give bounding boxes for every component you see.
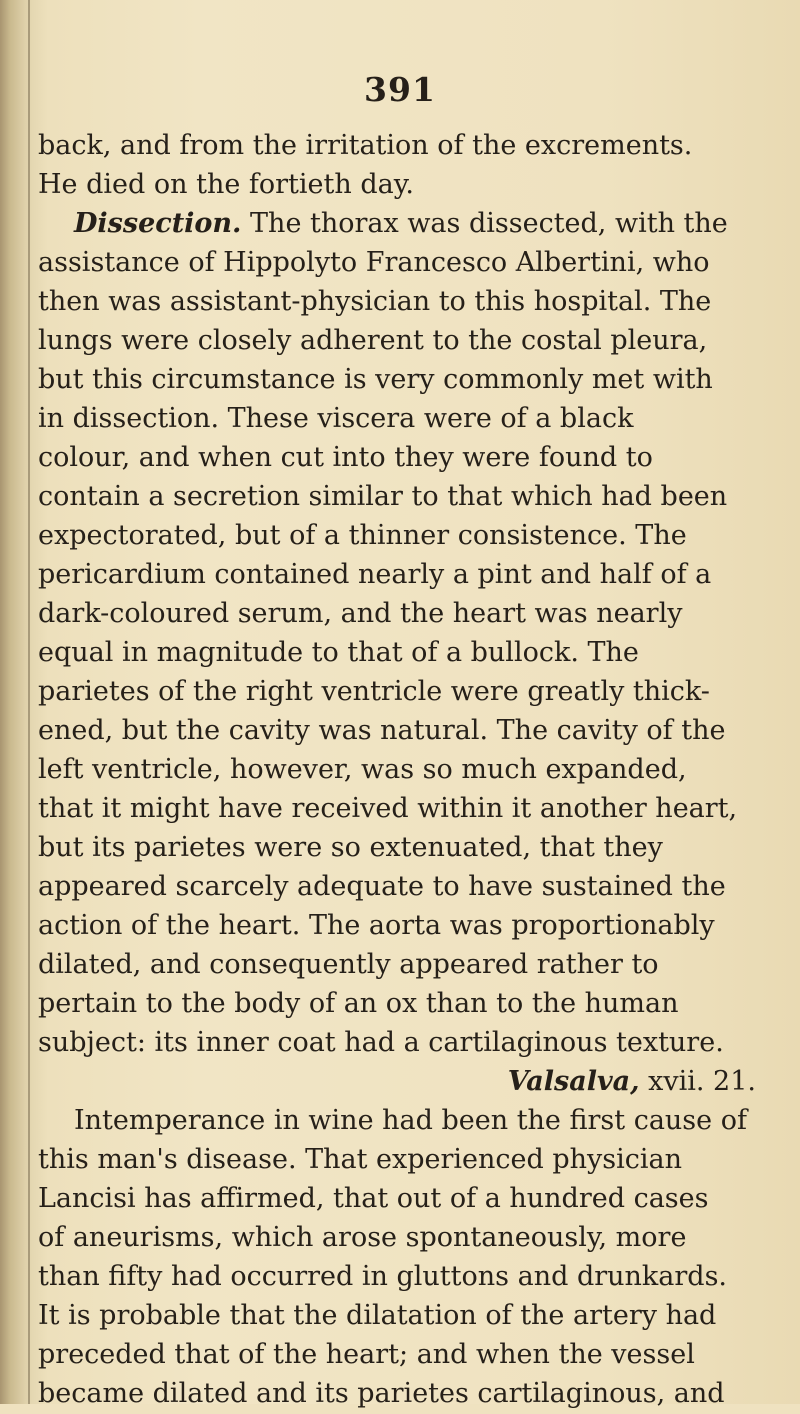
binding-edge xyxy=(28,0,30,1404)
text-line: in dissection. These viscera were of a black xyxy=(38,403,634,434)
text-line: appeared scarcely adequate to have sustained the xyxy=(38,871,726,902)
citation-author: Valsalva, xyxy=(507,1066,640,1097)
text-line: became dilated and its parietes cartilaginous, and xyxy=(38,1378,725,1409)
text-line: It is probable that the dilatation of the artery had xyxy=(38,1300,717,1331)
text-line: dark-coloured serum, and the heart was nearly xyxy=(38,598,683,629)
page-number: 391 xyxy=(364,70,436,109)
text-line: lungs were closely adherent to the costal pleura, xyxy=(38,325,708,356)
text-line: this man's disease. That experienced physician xyxy=(38,1144,683,1175)
text-line: subject: its inner coat had a cartilaginous texture. xyxy=(38,1027,724,1058)
citation-ref: xvii. 21. xyxy=(639,1066,756,1097)
text-line: dilated, and consequently appeared rather to xyxy=(38,949,659,980)
text-line: that it might have received within it another heart, xyxy=(38,793,738,824)
text-line: Intemperance in wine had been the first cause of xyxy=(74,1105,747,1136)
dissection-heading: Dissection. xyxy=(74,208,242,239)
text-line: equal in magnitude to that of a bullock. The xyxy=(38,637,639,668)
text-line: pericardium contained nearly a pint and half of a xyxy=(38,559,712,590)
text-line: action of the heart. The aorta was proportionably xyxy=(38,910,715,941)
text-line: parietes of the right ventricle were greatly thick- xyxy=(38,676,710,707)
text-line: but its parietes were so extenuated, that they xyxy=(38,832,663,863)
text-line: colour, and when cut into they were found to xyxy=(38,442,653,473)
text-line xyxy=(38,204,762,244)
text-line: then was assistant-physician to this hospital. The xyxy=(38,286,712,317)
text-line: preceded that of the heart; and when the vessel xyxy=(38,1339,695,1370)
text-line: ened, but the cavity was natural. The cavity of the xyxy=(38,715,726,746)
text-line: than fifty had occurred in gluttons and drunkards. xyxy=(38,1261,728,1292)
text-line: pertain to the body of an ox than to the human xyxy=(38,988,679,1019)
text-line: assistance of Hippolyto Francesco Albertini, who xyxy=(38,247,710,278)
citation-line xyxy=(38,1062,762,1102)
text-line: He died on the fortieth day. xyxy=(38,169,414,200)
text-line: of aneurisms, which arose spontaneously, more xyxy=(38,1222,687,1253)
text-line: but this circumstance is very commonly met with xyxy=(38,364,713,395)
text-line: left ventricle, however, was so much expanded, xyxy=(38,754,687,785)
text-line: back, and from the irritation of the excrements. xyxy=(38,130,693,161)
text-line-rest: The thorax was dissected, with the xyxy=(241,208,728,239)
text-line: expectorated, but of a thinner consistence. The xyxy=(38,520,687,551)
text-line: contain a secretion similar to that which had been xyxy=(38,481,728,512)
text-line: Lancisi has affirmed, that out of a hundred cases xyxy=(38,1183,709,1214)
